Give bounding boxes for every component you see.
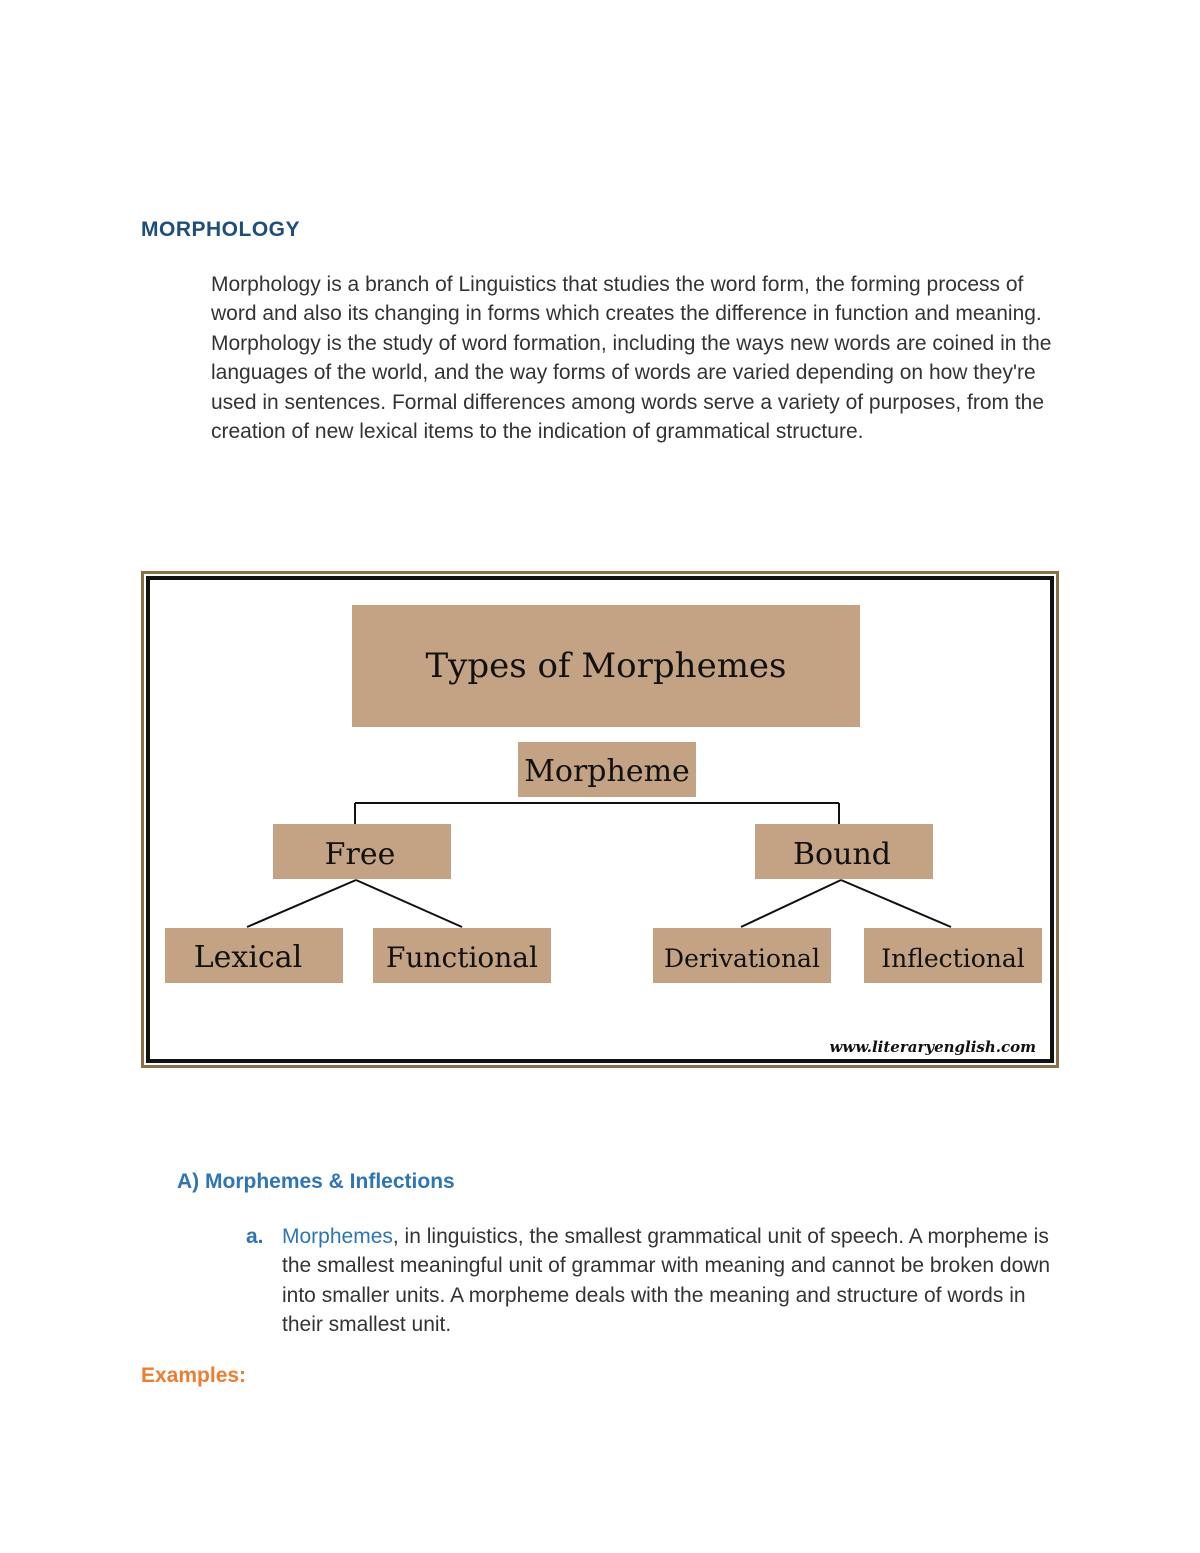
bound-label: Bound bbox=[793, 837, 891, 872]
free-to-functional bbox=[356, 880, 462, 927]
list-item-text: , in linguistics, the smallest grammatical unit of speech. A morpheme is the smallest meaningful unit of grammar with meaning and cannot be broken down into smaller units. A morpheme deals with the meaning and structure of words in their smallest unit. bbox=[282, 1225, 1051, 1337]
morpheme-tree-diagram bbox=[144, 574, 1062, 1071]
morpheme-diagram-figure bbox=[141, 571, 1059, 1068]
section-a-heading: A) Morphemes & Inflections bbox=[177, 1170, 455, 1193]
functional-label: Functional bbox=[386, 941, 538, 974]
lexical-label: Lexical bbox=[193, 940, 303, 975]
term-morphemes: Morphemes bbox=[282, 1225, 393, 1248]
list-item-body bbox=[282, 1222, 1056, 1340]
list-item-marker: a. bbox=[246, 1225, 264, 1248]
intro-paragraph: Morphology is a branch of Linguistics that studies the word form, the forming process of word and also its changing in forms which creates the difference in function and meaning. Morphology is the study of word formation, including the ways new words are coined in the languages of the world, and the way forms of words are varied depending on how they're used in sentences. Formal differences among words serve a variety of purposes, from the creation of new lexical items to the indication of grammatical structure. bbox=[211, 273, 1052, 444]
bound-to-derivational bbox=[741, 880, 841, 927]
examples-label: Examples: bbox=[141, 1364, 247, 1387]
free-label: Free bbox=[324, 837, 396, 872]
bound-to-inflectional bbox=[841, 880, 951, 927]
page-title: MORPHOLOGY bbox=[141, 218, 301, 241]
derivational-label: Derivational bbox=[664, 944, 820, 973]
list-item-a bbox=[246, 1222, 1056, 1340]
diagram-source-credit: www.literaryenglish.com bbox=[829, 1038, 1036, 1056]
inflectional-label: Inflectional bbox=[881, 944, 1025, 973]
morpheme-label: Morpheme bbox=[524, 754, 690, 789]
free-to-lexical bbox=[247, 880, 356, 927]
diagram-title: Types of Morphemes bbox=[425, 646, 787, 686]
